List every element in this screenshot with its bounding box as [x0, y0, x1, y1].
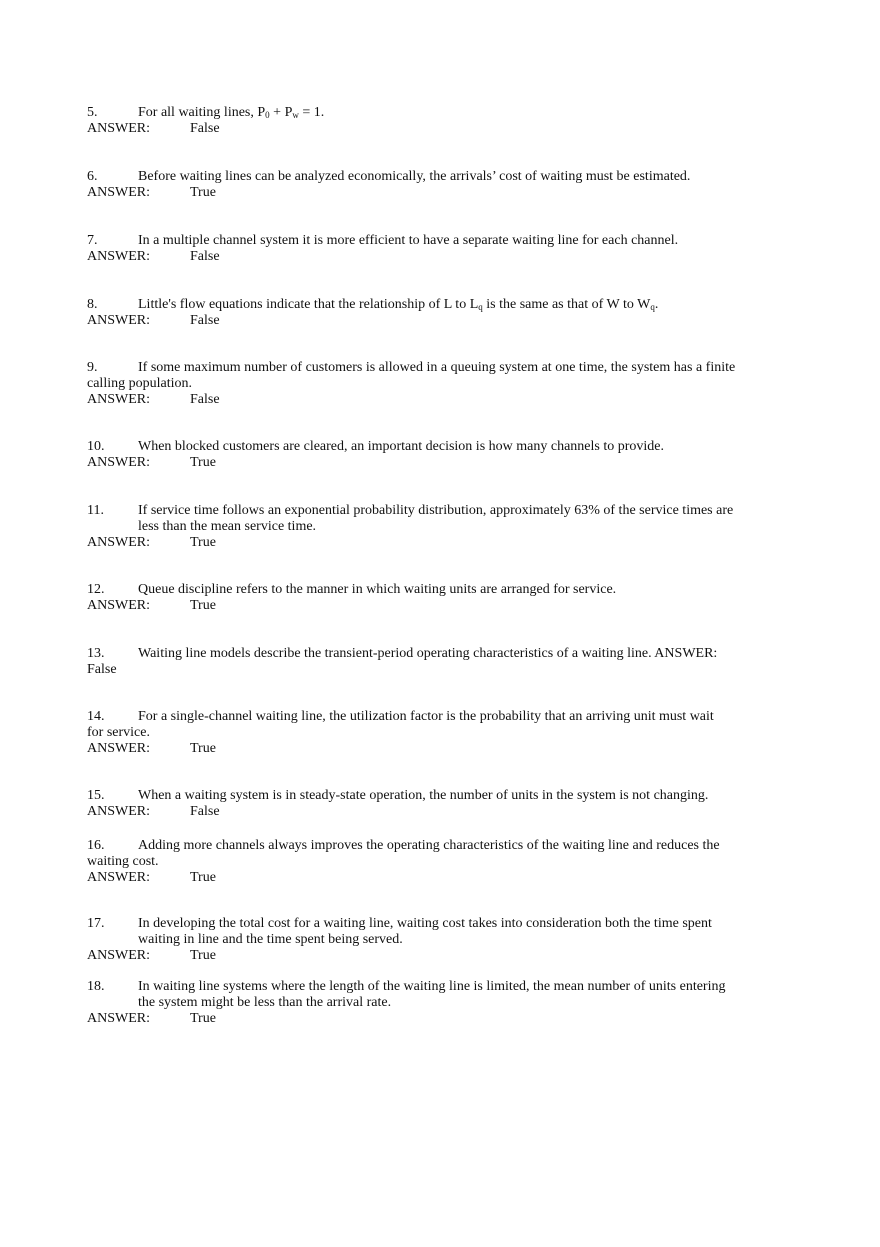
answer-value: True: [190, 535, 216, 550]
answer-value: False: [190, 249, 220, 264]
question-number: 6.: [87, 169, 98, 184]
question-number: 13.: [87, 646, 105, 661]
question-number: 18.: [87, 979, 105, 994]
answer-value: True: [190, 455, 216, 470]
answer-line: ANSWER: True: [87, 185, 216, 200]
answer-line: ANSWER: True: [87, 741, 216, 756]
question-10: [87, 439, 767, 471]
question-text: For a single-channel waiting line, the utilization factor is the probability that an arriving unit must wait: [138, 709, 714, 724]
question-6: [87, 169, 767, 201]
question-text-continued: for service.: [87, 725, 150, 740]
question-14: [87, 709, 767, 757]
answer-value: True: [190, 185, 216, 200]
answer-line: ANSWER: False: [87, 313, 220, 328]
question-number: 8.: [87, 297, 98, 312]
question-number: 16.: [87, 838, 105, 853]
question-text: If service time follows an exponential probability distribution, approximately 63% of the service times are: [138, 503, 734, 518]
question-7: [87, 233, 767, 265]
question-number: 14.: [87, 709, 105, 724]
answer-line: ANSWER: False: [87, 121, 220, 136]
answer-value: True: [190, 598, 216, 613]
question-text-continued: calling population.: [87, 376, 192, 391]
question-5: 5. For all waiting lines, $P_0 + P_w = 1$. ANSWER: False: [87, 105, 767, 137]
question-17: [87, 916, 767, 964]
question-number: 17.: [87, 916, 105, 931]
question-number: 7.: [87, 233, 98, 248]
question-text: Queue discipline refers to the manner in which waiting units are arranged for service.: [138, 582, 617, 597]
answer-line: ANSWER: True: [87, 455, 216, 470]
question-number: 15.: [87, 788, 105, 803]
answer-value: False: [190, 313, 220, 328]
answer-value: True: [190, 741, 216, 756]
question-text: Before waiting lines can be analyzed economically, the arrivals’ cost of waiting must be estimated.: [138, 169, 691, 184]
question-number: 11.: [87, 503, 104, 518]
question-15: [87, 788, 767, 820]
question-text-continued: waiting cost.: [87, 854, 159, 869]
question-text-continued: less than the mean service time.: [138, 519, 317, 534]
question-9: [87, 360, 767, 408]
answer-value: True: [190, 870, 216, 885]
answer-line: ANSWER: True: [87, 535, 216, 550]
answer-line: ANSWER: True: [87, 598, 216, 613]
question-number: 9.: [87, 360, 98, 375]
question-text: When blocked customers are cleared, an important decision is how many channels to provide.: [138, 439, 664, 454]
answer-value: False: [87, 662, 117, 677]
answer-value: True: [190, 948, 216, 963]
question-number: 10.: [87, 439, 105, 454]
question-12: [87, 582, 767, 614]
answer-line: ANSWER: True: [87, 948, 216, 963]
question-number: 5.: [87, 105, 98, 120]
answer-line: ANSWER: False: [87, 249, 220, 264]
answer-line: ANSWER: False: [87, 392, 220, 407]
question-18: [87, 979, 767, 1027]
question-13: [87, 646, 767, 678]
question-text-continued: waiting in line and the time spent being served.: [138, 932, 403, 947]
question-text: In waiting line systems where the length of the waiting line is limited, the mean number of units entering: [138, 979, 726, 994]
question-text: Waiting line models describe the transient-period operating characteristics of a waiting line. ANSWER:: [138, 646, 718, 661]
answer-value: False: [190, 121, 220, 136]
answer-value: True: [190, 1011, 216, 1026]
question-11: [87, 503, 767, 551]
question-text: In developing the total cost for a waiting line, waiting cost takes into consideration both the time spent: [138, 916, 712, 931]
question-text-continued: the system might be less than the arrival rate.: [138, 995, 392, 1010]
answer-line: ANSWER: True: [87, 1011, 216, 1026]
question-number: 12.: [87, 582, 105, 597]
question-16: [87, 838, 767, 886]
question-text: If some maximum number of customers is allowed in a queuing system at one time, the system has a finite: [138, 360, 736, 375]
question-text: When a waiting system is in steady-state operation, the number of units in the system is not changing.: [138, 788, 709, 803]
question-8: 8. Little's flow equations indicate that the relationship of L to $L_q$ is the same as that of W to $W_q$. ANSWER: False: [87, 297, 767, 329]
question-text: In a multiple channel system it is more efficient to have a separate waiting line for each channel.: [138, 233, 679, 248]
answer-value: False: [190, 804, 220, 819]
question-text: Adding more channels always improves the operating characteristics of the waiting line and reduces the: [138, 838, 720, 853]
answer-line: ANSWER: False: [87, 804, 220, 819]
answer-line: ANSWER: True: [87, 870, 216, 885]
answer-value: False: [190, 392, 220, 407]
